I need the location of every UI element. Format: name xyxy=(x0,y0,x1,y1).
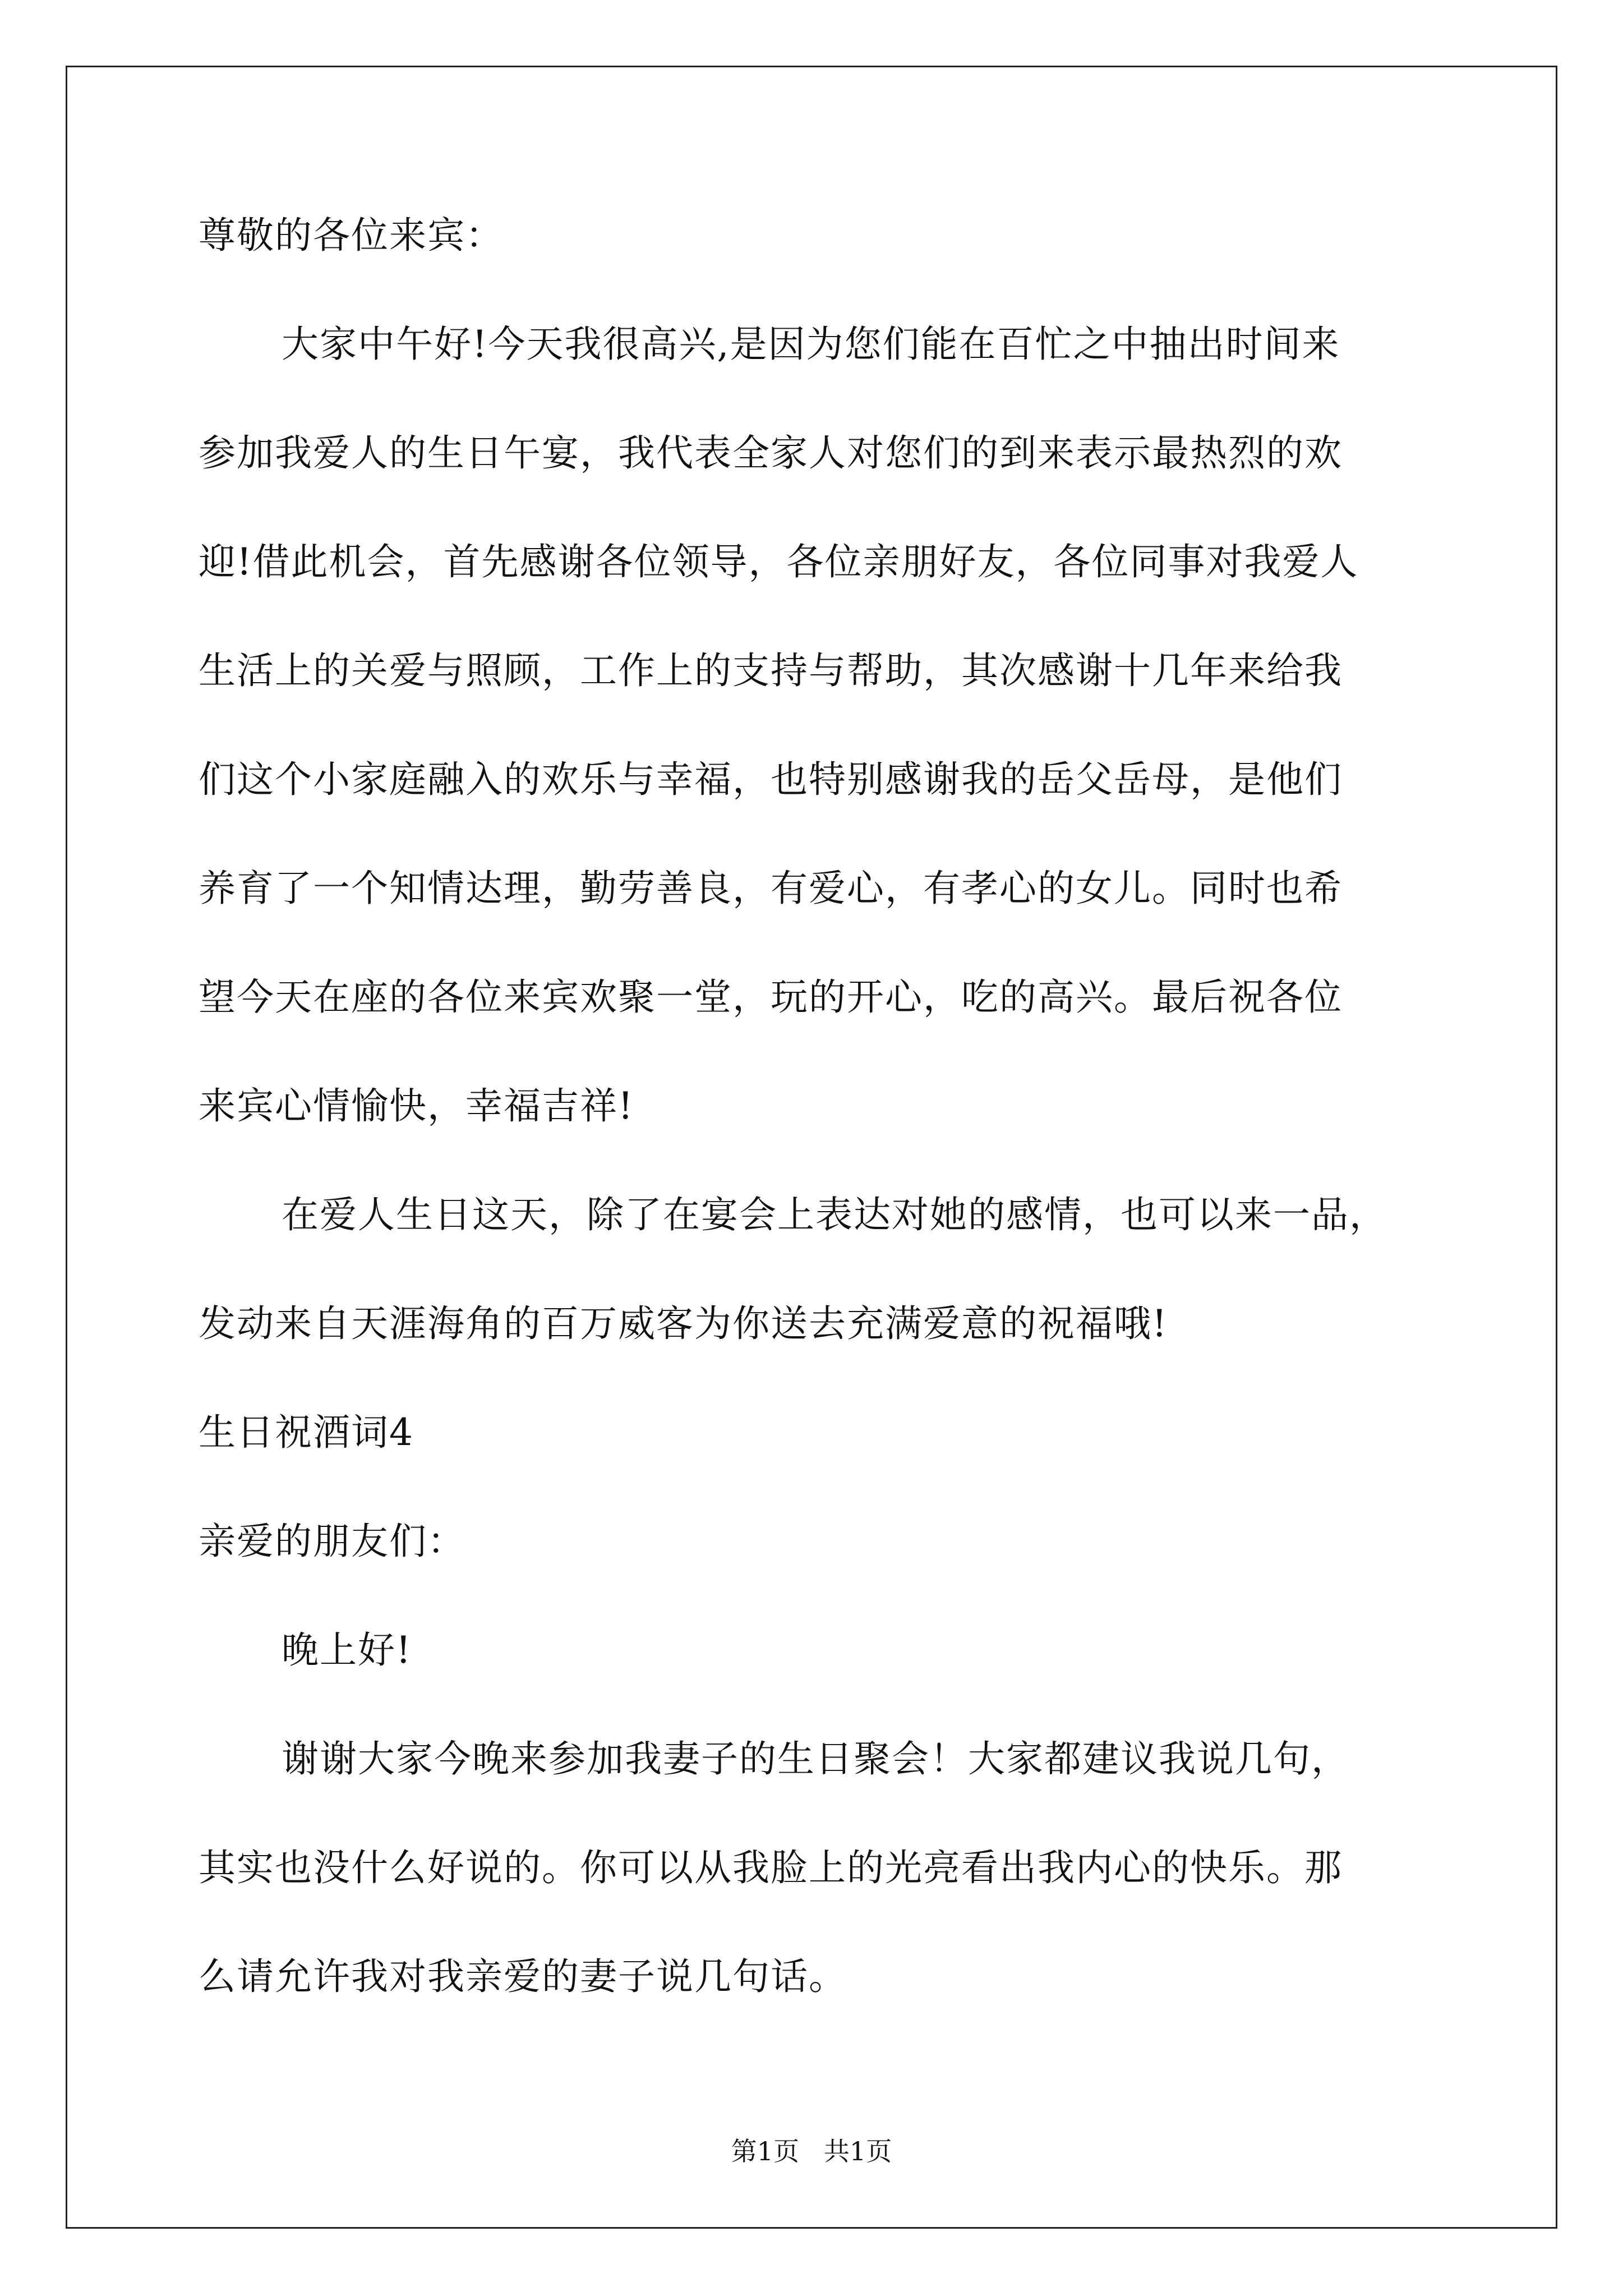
paragraph-line: 养育了一个知情达理，勤劳善良，有爱心，有孝心的女儿。同时也希 xyxy=(199,867,1343,910)
salutation-line: 亲爱的朋友们： xyxy=(199,1520,465,1563)
paragraph-line: 其实也没什么好说的。你可以从我脸上的光亮看出我内心的快乐。那 xyxy=(199,1846,1343,1889)
paragraph-line: 参加我爱人的生日午宴，我代表全家人对您们的到来表示最热烈的欢 xyxy=(199,431,1343,475)
paragraph-line: 谢谢大家今晚来参加我妻子的生日聚会！大家都建议我说几句， xyxy=(282,1737,1349,1780)
page-number-footer: 第1页 共1页 xyxy=(731,2136,892,2166)
section-heading: 生日祝酒词4 xyxy=(199,1411,414,1454)
salutation-line: 尊敬的各位来宾： xyxy=(199,214,504,257)
paragraph-line: 大家中午好!今天我很高兴,是因为您们能在百忙之中抽出时间来 xyxy=(282,323,1340,366)
paragraph-line: 迎!借此机会，首先感谢各位领导，各位亲朋好友，各位同事对我爱人 xyxy=(199,540,1359,583)
greeting-line: 晚上好! xyxy=(282,1628,412,1672)
page-border xyxy=(66,66,1557,2229)
paragraph-line: 生活上的关爱与照顾，工作上的支持与帮助，其次感谢十几年来给我 xyxy=(199,649,1343,692)
paragraph-line: 在爱人生日这天，除了在宴会上表达对她的感情，也可以来一品， xyxy=(282,1193,1387,1236)
paragraph-line: 发动来自天涯海角的百万威客为你送去充满爱意的祝福哦! xyxy=(199,1302,1168,1345)
paragraph-line: 们这个小家庭融入的欢乐与幸福，也特别感谢我的岳父岳母，是他们 xyxy=(199,758,1343,801)
paragraph-line: 么请允许我对我亲爱的妻子说几句话。 xyxy=(199,1955,847,1998)
paragraph-line: 望今天在座的各位来宾欢聚一堂，玩的开心，吃的高兴。最后祝各位 xyxy=(199,976,1343,1019)
paragraph-line: 来宾心情愉快，幸福吉祥! xyxy=(199,1084,634,1128)
